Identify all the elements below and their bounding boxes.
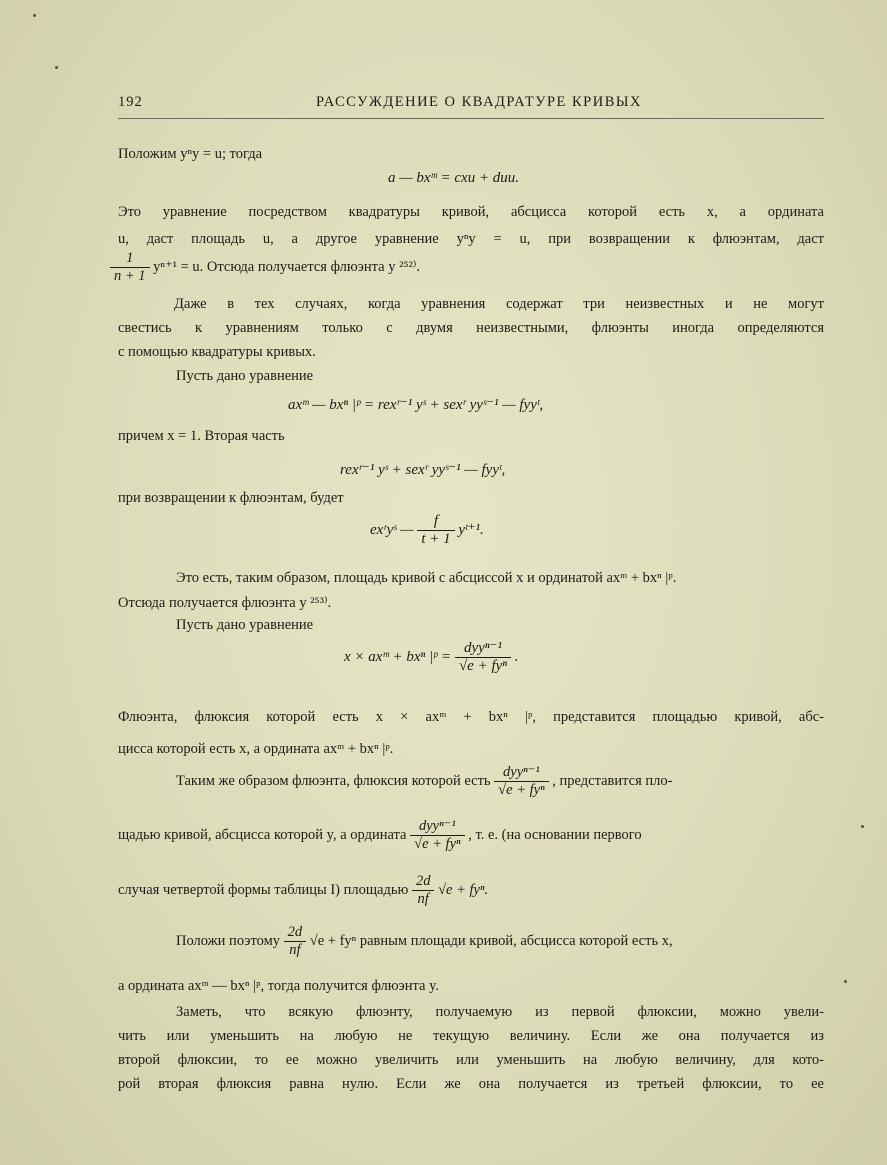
equation-with-fraction: exʳyˢ — $\frac{f}{t + 1}$ yᵗ⁺¹. bbox=[370, 513, 484, 547]
text-line-with-fraction: Таким же образом флюэнта, флюксия которой есть $\frac{\text{dyyⁿ⁻¹}}{\text{√e + fyⁿ}}$ , представится пло- bbox=[176, 764, 673, 798]
equation: rexʳ⁻¹ yˢ + sexʳ yyˢ⁻¹ — fyyᵗ, bbox=[340, 462, 506, 478]
fraction: $\frac{\text{dyyⁿ⁻¹}}{\text{√e + fyⁿ}}$ bbox=[410, 818, 464, 853]
text-line: Даже в тех случаях, когда уравнения содержат три неизвестных и не могут bbox=[174, 296, 824, 312]
text-line: при возвращении к флюэнтам, будет bbox=[118, 490, 344, 506]
text-line: Это уравнение посредством квадратуры кривой, абсцисса которой есть x, а ордината bbox=[118, 204, 824, 220]
text-line-with-fraction: щадью кривой, абсцисса которой y, а ордината $\frac{\text{dyyⁿ⁻¹}}{\text{√e + fyⁿ}}$ , т. е. (на основании первого bbox=[118, 818, 642, 852]
text-line-with-fraction: случая четвертой формы таблицы I) площадью $\frac{2d}{nf}$ √e + fyⁿ. bbox=[118, 873, 489, 907]
text-line: Заметь, что всякую флюэнту, получаемую из первой флюксии, можно увели- bbox=[176, 1004, 824, 1020]
fraction: $\frac{f}{t + 1}$ bbox=[417, 513, 454, 548]
print-speck bbox=[33, 14, 36, 17]
running-title: РАССУЖДЕНИЕ О КВАДРАТУРЕ КРИВЫХ bbox=[316, 94, 643, 110]
fraction: $\frac{1}{n + 1}$ bbox=[110, 250, 150, 285]
equation-with-fraction: x × axᵐ + bxⁿ |ᵖ = $\frac{\text{dyyⁿ⁻¹}}{\text{√e + fyⁿ}}$ . bbox=[344, 640, 519, 674]
fraction: $\frac{2d}{nf}$ bbox=[412, 873, 435, 908]
text-line: Пусть дано уравнение bbox=[176, 368, 314, 384]
text-line: свестись к уравнениям только с двумя неизвестными, флюэнты иногда определяются bbox=[118, 320, 824, 336]
text-line: второй флюксии, то ее можно увеличить или уменьшить на любую величину, для кото- bbox=[118, 1052, 824, 1068]
text-line: причем x = 1. Вторая часть bbox=[118, 428, 285, 444]
text-line-with-fraction: Положи поэтому $\frac{2d}{nf}$ √e + fyⁿ равным площади кривой, абсцисса которой есть x, bbox=[176, 924, 673, 958]
print-speck bbox=[861, 825, 864, 828]
text-line: рой вторая флюксия равна нулю. Если же она получается из третьей флюксии, то ее bbox=[118, 1076, 824, 1092]
fraction: $\frac{2d}{nf}$ bbox=[284, 924, 307, 959]
text-line: Положим yⁿy = u; тогда bbox=[118, 146, 263, 162]
text-line: а ордината axᵐ — bxⁿ |ᵖ, тогда получится флюэнта y. bbox=[118, 978, 440, 994]
fraction: $\frac{\text{dyyⁿ⁻¹}}{\text{√e + fyⁿ}}$ bbox=[494, 764, 548, 799]
fraction: $\frac{\text{dyyⁿ⁻¹}}{\text{√e + fyⁿ}}$ bbox=[455, 640, 511, 675]
text-line: Это есть, таким образом, площадь кривой с абсциссой x и ординатой axᵐ + bxⁿ |ᵖ. bbox=[176, 570, 677, 586]
print-speck bbox=[55, 66, 58, 69]
equation: a — bxᵐ = cxu + duu. bbox=[388, 170, 520, 186]
text-line: u, даст площадь u, а другое уравнение yⁿy = u, при возвращении к флюэнтам, даст bbox=[118, 231, 824, 247]
page-number: 192 bbox=[118, 94, 143, 110]
text-line: с помощью квадратуры кривых. bbox=[118, 344, 316, 360]
text-line: чить или уменьшить на любую не текущую величину. Если же она получается из bbox=[118, 1028, 824, 1044]
print-speck bbox=[844, 980, 847, 983]
equation: axᵐ — bxⁿ |ᵖ = rexʳ⁻¹ yˢ + sexʳ yyˢ⁻¹ — fyyᵗ, bbox=[288, 397, 544, 413]
text-line: Флюэнта, флюксия которой есть x × axᵐ + bxⁿ |ᵖ, представится площадью кривой, абс- bbox=[118, 709, 824, 725]
text-line-with-fraction: $\frac{1}{n + 1}$ yⁿ⁺¹ = u. Отсюда получается флюэнта y ²⁵²⁾. bbox=[110, 250, 420, 285]
page-header bbox=[118, 92, 824, 119]
text-line: Отсюда получается флюэнта y ²⁵³⁾. bbox=[118, 595, 332, 611]
text-line: Пусть дано уравнение bbox=[176, 617, 314, 633]
text-line: цисса которой есть x, а ордината axᵐ + bxⁿ |ᵖ. bbox=[118, 741, 394, 757]
